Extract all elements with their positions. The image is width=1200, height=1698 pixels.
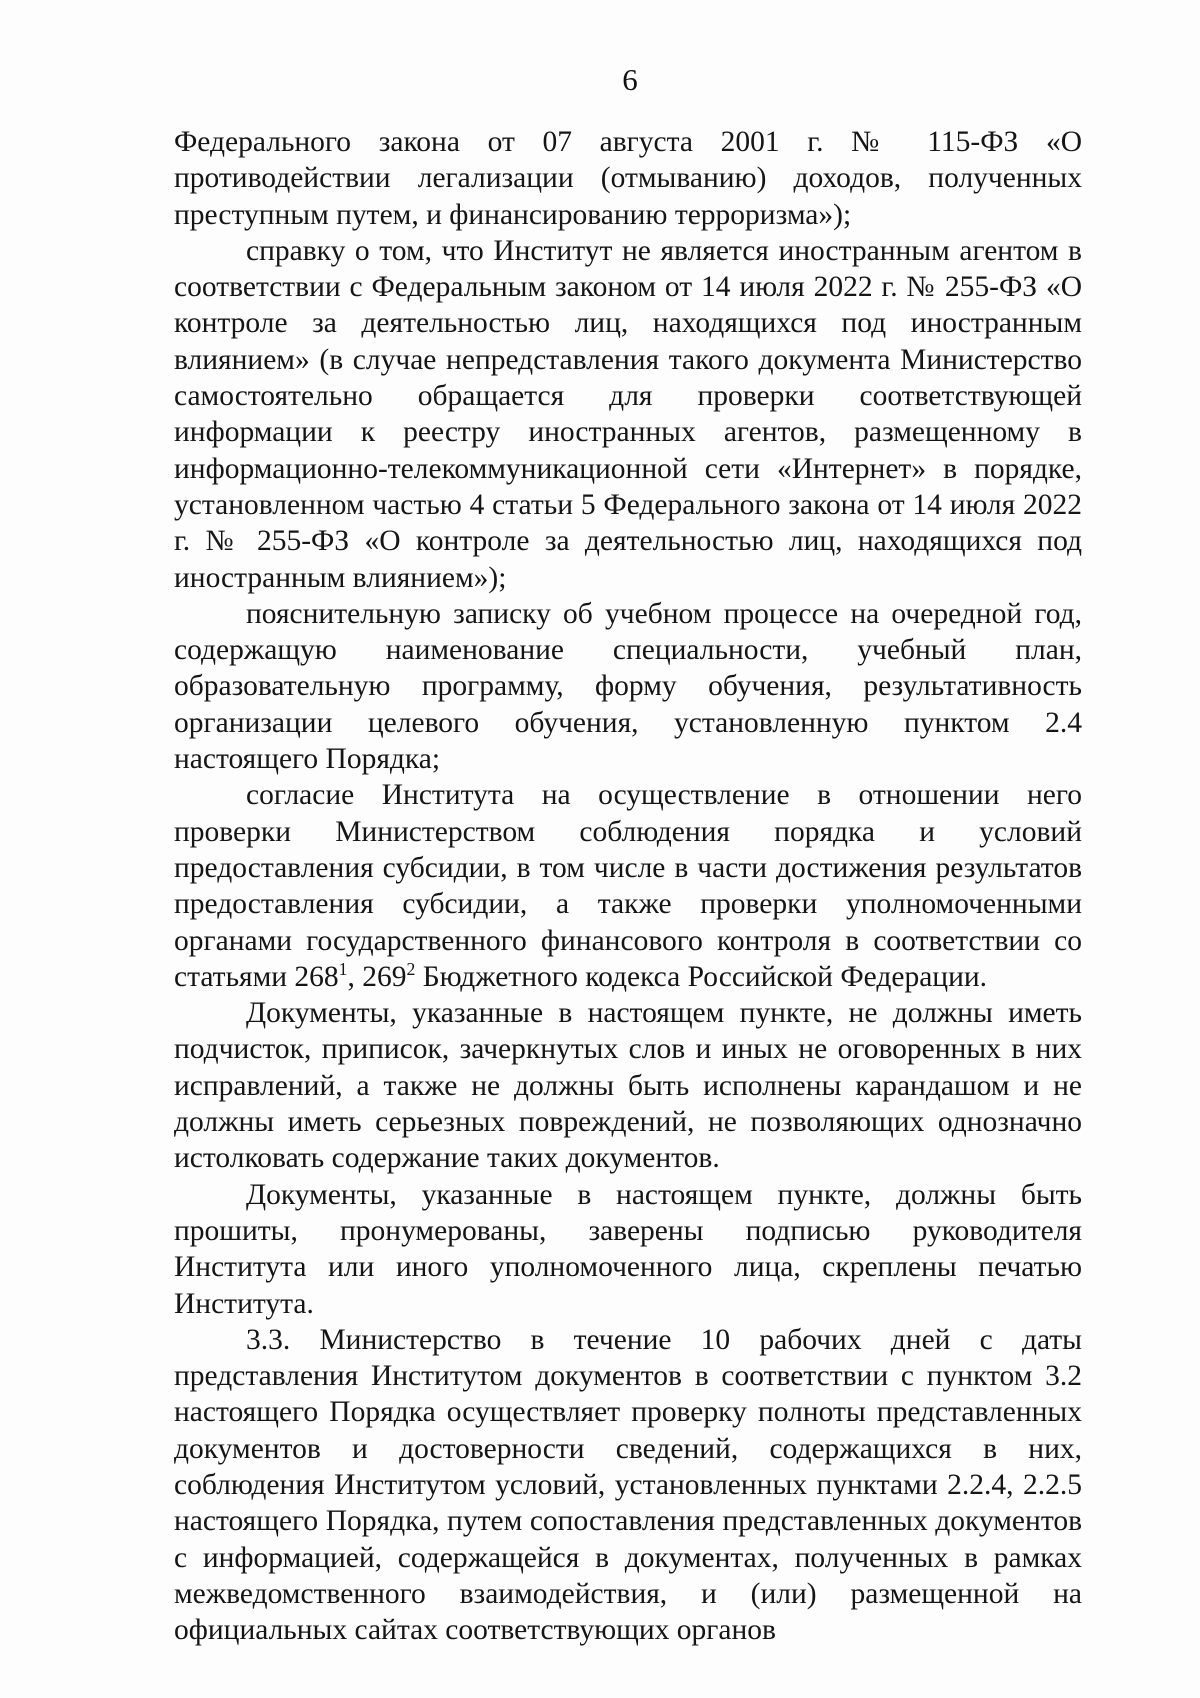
paragraph — [174, 1177, 1082, 1322]
paragraph-text: справку о том, что Институт не является иностранным агентом в соответствии с Федеральным законом от 14 июля 2022 г. № 255-ФЗ «О контроле за деятельностью лиц, находящихся под иностранным влиянием» (в случае непредставления такого документа Министерство самостоятельно обращается для проверки соответствующей информации к реестру иностранных агентов, размещенному в информационно-телекоммуникационной сети «Интернет» в порядке, установленном частью 4 статьи 5 Федерального закона от 14 июля 2022 г. № 255-ФЗ «О контроле за деятельностью лиц, находящихся под иностранным влиянием»); — [174, 234, 1082, 594]
paragraph — [174, 233, 1082, 596]
paragraph — [174, 596, 1082, 777]
paragraph — [174, 777, 1082, 995]
page-number: 6 — [622, 62, 638, 97]
paragraph-text: Федерального закона от 07 августа 2001 г. № 115-ФЗ «О противодействии легализации (отмыванию) доходов, полученных преступным путем, и финансированию терроризма»); — [174, 126, 1082, 231]
paragraph — [174, 995, 1082, 1176]
paragraph — [174, 124, 1082, 233]
paragraph-text: Бюджетного кодекса Российской Федерации. — [415, 960, 988, 993]
paragraph-text: , 269 — [347, 960, 407, 993]
paragraph-text: Документы, указанные в настоящем пункте, должны быть прошиты, пронумерованы, заверены подписью руководителя Института или иного уполномоченного лица, скреплены печатью Института. — [174, 1178, 1082, 1320]
document-body — [174, 124, 1082, 1648]
superscript: 2 — [406, 959, 416, 979]
paragraph-text: согласие Института на осуществление в отношении него проверки Министерством соблюдения порядка и условий предоставления субсидии, в том числе в части достижения результатов предоставления субсидии, а также проверки уполномоченными органами государственного финансового контроля в соответствии со статьями 268 — [174, 779, 1082, 993]
superscript: 1 — [338, 959, 348, 979]
paragraph-text: пояснительную записку об учебном процессе на очередной год, содержащую наименование специальности, учебный план, образовательную программу, форму обучения, результативность организации целевого обучения, установленную пунктом 2.4 настоящего Порядка; — [174, 597, 1082, 776]
paragraph-text: 3.3. Министерство в течение 10 рабочих дней с даты представления Институтом документов в соответствии с пунктом 3.2 настоящего Порядка осуществляет проверку полноты представленных документов и достоверности сведений, содержащихся в них, соблюдения Институтом условий, установленных пунктами 2.2.4, 2.2.5 настоящего Порядка, путем сопоставления представленных документов с информацией, содержащейся в документах, полученных в рамках межведомственного взаимодействия, и (или) размещенной на официальных сайтах соответствующих органов — [174, 1323, 1082, 1647]
paragraph-text: Документы, указанные в настоящем пункте, не должны иметь подчисток, приписок, зачеркнутых слов и иных не оговоренных в них исправлений, а также не должны быть исполнены карандашом и не должны иметь серьезных повреждений, не позволяющих однозначно истолковать содержание таких документов. — [174, 997, 1082, 1175]
paragraph — [174, 1322, 1082, 1649]
